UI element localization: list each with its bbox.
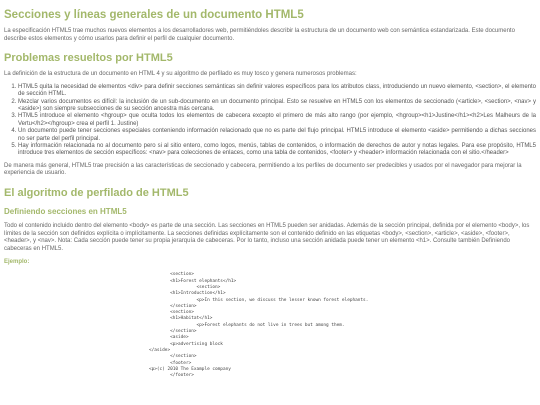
subsection-heading-definiendo: Definiendo secciones en HTML5: [4, 207, 127, 217]
section-heading-problemas: Problemas resueltos por HTML5: [4, 52, 173, 65]
section-heading-algoritmo: El algoritmo de perfilado de HTML5: [4, 187, 189, 200]
page-title: Secciones y líneas generales de un documento HTML5: [4, 9, 304, 21]
list-item: 2. Mezclar varios documentos es difícil: la inclusión de un sub-documento en un documento principal. Esto se resuelve en HTML5 con los elementos de seccionado (<article>, <section>, <nav> y <aside>) son siempre subsecciones de su sección ancestra más cercana.: [18, 99, 536, 114]
example-label: Ejemplo:: [4, 259, 30, 266]
list-item: 1. HTML5 quita la necesidad de elementos <div> para definir secciones semánticas sin definir valores específicos para los atributos class, introduciendo un nuevo elemento, <section>, el elemento de sección HTML.: [18, 84, 536, 99]
list-item: 3. HTML5 introduce el elemento <hgroup> que oculta todos los elementos de cabecera excepto el primero de más alto rango (por ejemplo, <hgroup><h1>Justine</h1><h2>Les Malheurs de la Vertu</h2></hgroup> crea el perfil 1. Justine): [18, 113, 536, 128]
code-block: <section> <h1>Forest elephants</h1> <section> <h1>Introduction</h1> <p>In this section, we discuss the lesser known forest elephants. </section> <section> <h1>Habitat</h1> <p>Forest elephants do not live in trees but among them. </section> <aside> <p>advertising block </aside> </section> <footer> <p>(c) 2010 The Example company </footer>: [148, 272, 369, 379]
problemas-intro: La definición de la estructura de un documento en HTML 4 y su algoritmo de perfilado es muy tosco y genera numerosos problemas:: [4, 71, 357, 78]
list-item: 5. Hay información relacionada no al documento pero si al sitio entero, como logos, menús, tablas de contenidos, o información de derechos de autor y notas legales. Para ese propósito, HTML5 introduce tres elementos de sección específicos: <nav> para colecciones de enlaces, como una tabla de contenidos, <footer> y <header> información relacionada con el sitio.</header>: [18, 143, 536, 158]
problemas-outro: De manera más general, HTML5 trae precisión a las características de seccionado y cabecera, permitiendo a los perfiles de documento ser predecibles y usados por el navegador para mejorar la experiencia de usuario.: [4, 162, 522, 177]
code-example: [4, 272, 536, 379]
intro-paragraph: La especificación HTML5 trae muchos nuevos elementos a los desarrolladores web, permitiéndoles describir la estructura de un documento web con semántica estandarizada. Este documento describe estos elementos y cómo usarlos para definir el perfil de cualquier documento.: [4, 28, 515, 42]
list-item: 4. Un documento puede tener secciones especiales conteniendo información relacionado que no es parte del flujo principal. HTML5 introduce el elemento <aside> permitiendo a dichas secciones no ser parte del perfil principal.: [18, 128, 536, 143]
definiendo-paragraph: Todo el contenido incluido dentro del elemento <body> es parte de una sección. Las secciones en HTML5 pueden ser anidadas. Además de la sección principal, definida por el elemento <body>, los límites de la sección son definidos explícita o implícitamente. La secciones definidas explícitamente son el contenido definido en las etiquetas <body>, <section>, <article>, <aside>, <footer>, <header>, y <nav>. Nota: Cada sección puede tener su propia jerarquía de cabeceras. Por lo tanto, incluso una sección anidada puede tener un elemento <h1>. Consulte también Definiendo cabeceras en HTML5.: [4, 223, 530, 252]
problemas-list: [4, 84, 536, 158]
